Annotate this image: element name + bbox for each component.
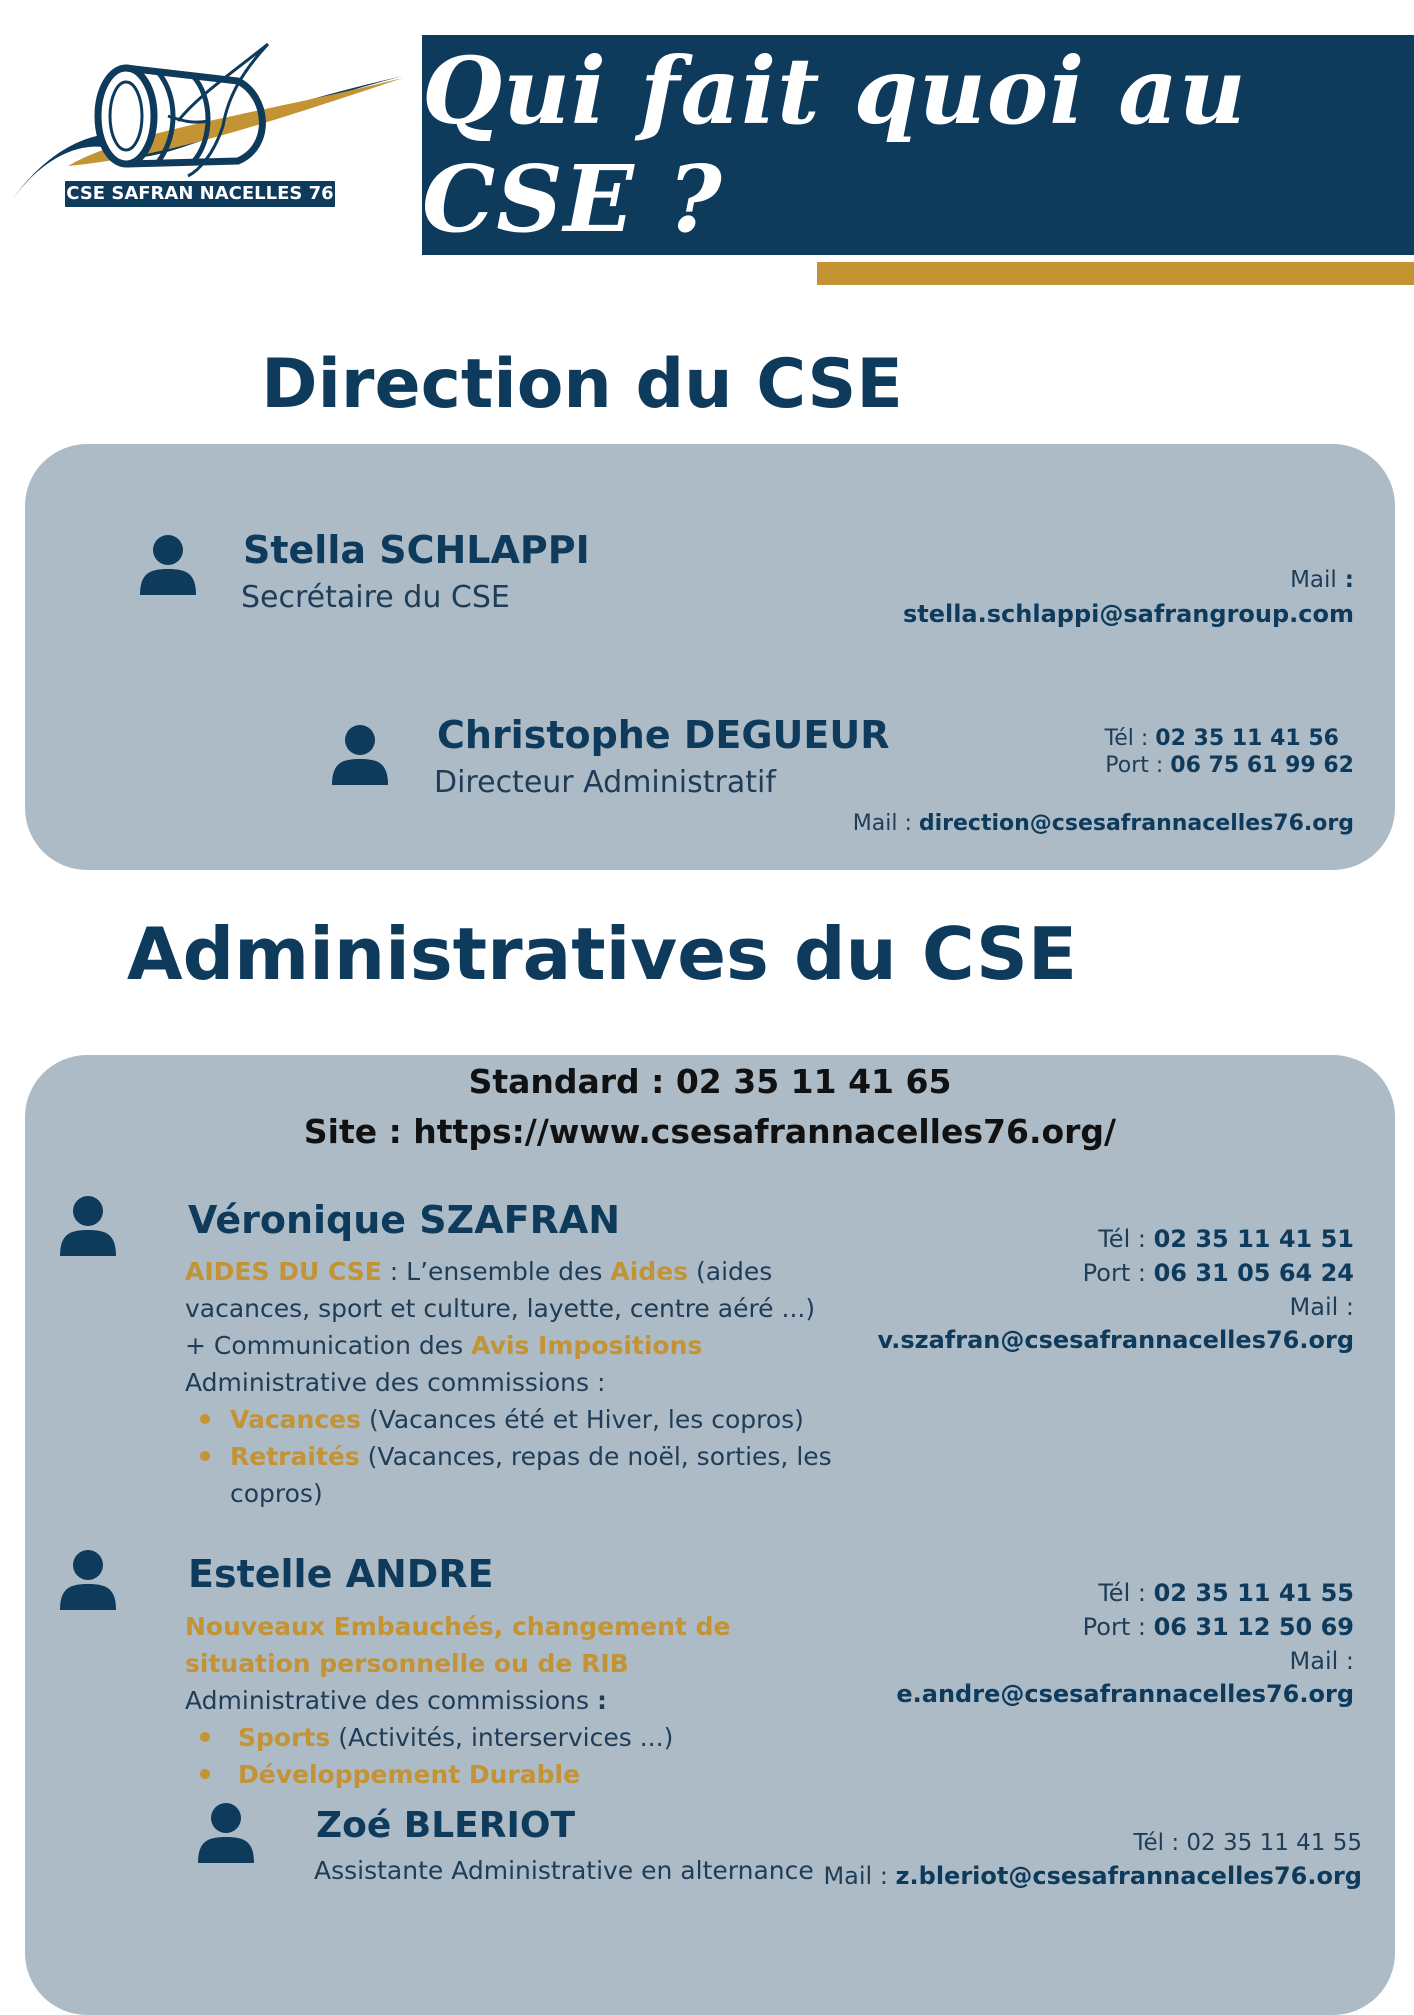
person-name: Christophe DEGUEUR <box>437 713 890 757</box>
bullet-icon <box>200 1451 210 1461</box>
phone-line: Tél : 02 35 11 41 56 <box>1104 726 1339 751</box>
page-title: Qui fait quoi au CSE ? <box>422 37 1247 253</box>
person-icon <box>58 1548 118 1610</box>
person-role: Assistante Administrative en alternance <box>314 1856 814 1885</box>
person-name: Estelle ANDRE <box>188 1552 494 1596</box>
bullet-icon <box>200 1769 210 1779</box>
mail-label: Mail : <box>1290 567 1354 593</box>
cse-logo <box>8 36 408 211</box>
mail-line[interactable]: Mail : z.bleriot@csesafrannacelles76.org <box>823 1862 1362 1890</box>
mail-label: Mail : <box>1289 1647 1354 1675</box>
logo-label: CSE SAFRAN NACELLES 76 <box>63 179 337 209</box>
section-title-administratives: Administratives du CSE <box>126 912 1078 996</box>
person-description: Nouveaux Embauchés, changement de situation personnelle ou de RIB Administrative des commissions : Sports (Activités, interservices ...) Développement Durable <box>185 1612 731 1789</box>
mail-line[interactable]: Mail : direction@csesafrannacelles76.org <box>852 811 1354 836</box>
mail-address[interactable]: stella.schlappi@safrangroup.com <box>902 600 1354 628</box>
mail-address[interactable]: v.szafran@csesafrannacelles76.org <box>877 1326 1354 1354</box>
direction-panel <box>25 444 1395 870</box>
person-name: Véronique SZAFRAN <box>188 1198 621 1242</box>
mobile-line: Port : 06 31 05 64 24 <box>1082 1259 1354 1287</box>
person-icon <box>138 533 198 595</box>
person-name: Zoé BLERIOT <box>316 1805 576 1846</box>
bullet-icon <box>200 1414 210 1424</box>
section-title-direction: Direction du CSE <box>261 345 903 424</box>
person-description: AIDES DU CSE : L’ensemble des Aides (aides vacances, sport et culture, layette, centre aéré ...) + Communication des Avis Impositions Administrative des commissions : Vacances (Vacances été et Hiver, les copros) Retraités (Vacances, repas de noël, sorties, les copros) <box>185 1257 832 1508</box>
gold-accent-bar <box>817 262 1414 285</box>
person-icon <box>58 1194 118 1256</box>
mail-address[interactable]: e.andre@csesafrannacelles76.org <box>896 1680 1354 1708</box>
person-role: Secrétaire du CSE <box>241 580 510 615</box>
person-role: Directeur Administratif <box>434 765 776 800</box>
person-icon <box>330 723 390 785</box>
person-name: Stella SCHLAPPI <box>243 528 590 572</box>
mobile-line: Port : 06 75 61 99 62 <box>1105 753 1354 778</box>
phone-line: Tél : 02 35 11 41 51 <box>1098 1225 1354 1253</box>
person-icon <box>196 1801 256 1863</box>
phone-line: Tél : 02 35 11 41 55 <box>1098 1579 1354 1607</box>
mobile-line: Port : 06 31 12 50 69 <box>1082 1613 1354 1641</box>
phone-line: Tél : 02 35 11 41 55 <box>1133 1830 1362 1856</box>
mail-label: Mail : <box>1289 1293 1354 1321</box>
standard-phone: Standard : 02 35 11 41 65 <box>468 1062 952 1101</box>
bullet-icon <box>200 1732 210 1742</box>
site-url[interactable]: Site : https://www.csesafrannacelles76.org/ <box>303 1112 1117 1151</box>
